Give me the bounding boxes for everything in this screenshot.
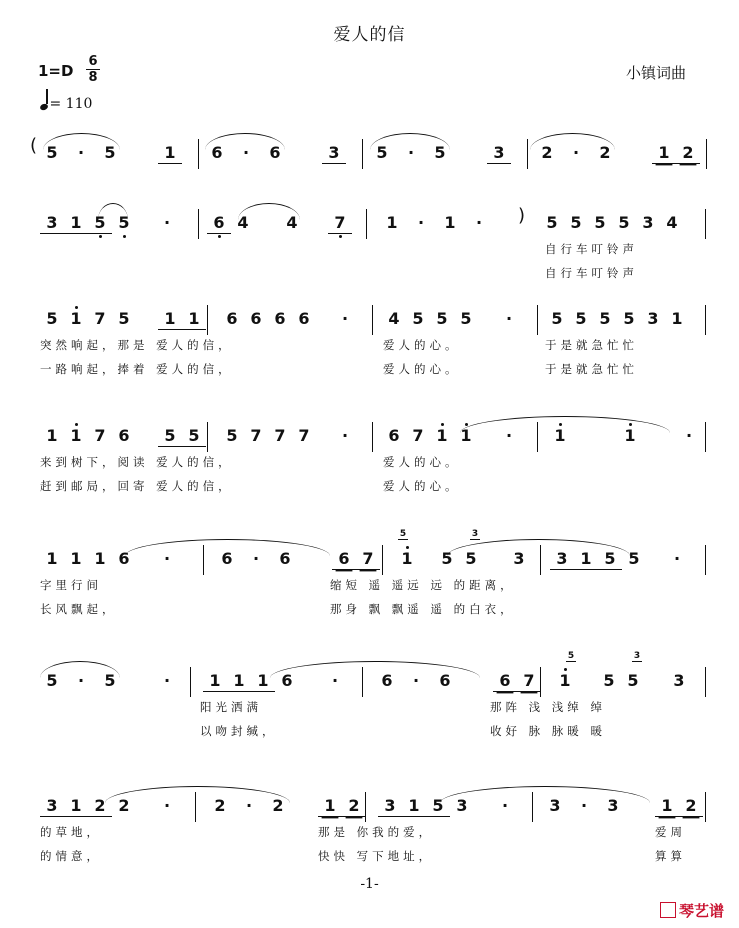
note: 7 xyxy=(250,426,262,445)
note: 5 xyxy=(460,309,472,328)
note-stem xyxy=(46,89,48,104)
note: 3 xyxy=(607,796,619,815)
octave-down-dot xyxy=(218,235,221,238)
grace-note xyxy=(470,529,480,540)
note: 7 xyxy=(412,426,424,445)
lyric-line: 那身 飘 飘遥 遥 的白衣， xyxy=(330,602,516,616)
lyric-line: 于是就急忙忙 xyxy=(545,338,638,352)
lyric-line: 于是就急忙忙 xyxy=(545,362,638,376)
note: 2 xyxy=(541,143,553,162)
note-group xyxy=(40,549,136,569)
note: 1 xyxy=(618,426,642,446)
dot-extension: · xyxy=(412,671,420,690)
note: 7 xyxy=(94,426,106,445)
note-group xyxy=(158,426,206,446)
note: 3 xyxy=(642,213,654,232)
note: 5 xyxy=(436,309,448,328)
note-group xyxy=(487,143,511,163)
note: 1 xyxy=(430,426,454,446)
grace-note-digit: 3 xyxy=(633,651,641,661)
note: 6 xyxy=(332,549,356,570)
dot-extension: · xyxy=(163,213,171,232)
note: 1 xyxy=(64,426,88,446)
lyric-line: 长风飘起， xyxy=(40,602,118,616)
repeat-open-paren: ( xyxy=(30,135,38,156)
bar-line xyxy=(527,139,528,169)
dot-extension: · xyxy=(242,143,250,162)
slur-arc xyxy=(530,133,615,150)
slur-arc xyxy=(40,661,120,678)
note: 1 xyxy=(46,549,58,568)
note: 5 xyxy=(112,213,136,233)
note: 1 xyxy=(553,671,577,691)
lyric-line: 赶到邮局，回寄 爱人的信， xyxy=(40,479,234,493)
note: 5 xyxy=(46,309,58,328)
lyric-line: 来到树下，阅读 爱人的信， xyxy=(40,455,234,469)
octave-up-dot xyxy=(75,423,78,426)
bar-line xyxy=(705,667,706,697)
note-group xyxy=(667,671,691,691)
bar-line xyxy=(706,139,707,169)
note: 6 xyxy=(250,309,262,328)
note: 5 xyxy=(104,671,116,690)
lyric-line: 以吻封缄， xyxy=(200,724,278,738)
bar-line xyxy=(365,792,366,822)
note: 5 xyxy=(618,213,630,232)
note: 5 xyxy=(88,213,112,234)
lyric-line: 收好 脉 脉暖 暖 xyxy=(490,724,606,738)
logo-text: 琴艺谱 xyxy=(679,902,725,920)
note-group xyxy=(492,309,526,329)
note-group xyxy=(655,796,703,816)
note: 1 xyxy=(64,796,88,817)
dot-extension: · xyxy=(77,671,85,690)
note-group xyxy=(158,143,182,163)
dot-extension: · xyxy=(673,549,681,568)
tempo-marking xyxy=(40,93,92,112)
dot-extension: · xyxy=(580,796,588,815)
note: 6 xyxy=(279,549,291,568)
quarter-note-icon xyxy=(39,103,49,111)
bar-line xyxy=(372,422,373,452)
note: 5 xyxy=(46,143,58,162)
lyric-line: 一路响起，捧着 爱人的信， xyxy=(40,362,234,376)
note-group xyxy=(395,549,419,569)
note: 1 xyxy=(671,309,683,328)
note: 5 xyxy=(623,309,635,328)
note: 2 xyxy=(679,796,703,817)
note-group xyxy=(332,549,380,569)
bar-line xyxy=(705,545,706,575)
note-group xyxy=(150,671,184,691)
note-group xyxy=(553,671,577,691)
note-group xyxy=(540,213,684,233)
dot-extension: · xyxy=(505,426,513,445)
note: 6 xyxy=(226,309,238,328)
page-number: -1- xyxy=(360,876,379,892)
grace-note-digit: 5 xyxy=(567,651,575,661)
note: 6 xyxy=(269,143,281,162)
note: 7 xyxy=(274,426,286,445)
note-group xyxy=(318,796,366,816)
bar-line xyxy=(372,305,373,335)
note: 2 xyxy=(118,796,130,815)
bar-line xyxy=(705,422,706,452)
note: 3 xyxy=(513,549,525,568)
bar-line xyxy=(540,667,541,697)
note-group xyxy=(220,426,316,446)
note: 7 xyxy=(328,213,352,234)
dot-extension: · xyxy=(252,549,260,568)
staff-row-6 xyxy=(0,651,739,745)
slur-arc xyxy=(270,661,480,678)
note: 5 xyxy=(46,671,58,690)
note: 3 xyxy=(487,143,511,164)
note: 5 xyxy=(426,796,450,817)
octave-down-dot xyxy=(339,235,342,238)
note: 3 xyxy=(456,796,468,815)
dot-extension: · xyxy=(163,549,171,568)
note-group xyxy=(672,426,706,446)
bar-line xyxy=(207,305,208,335)
note: 6 xyxy=(381,671,393,690)
note: 3 xyxy=(378,796,402,817)
note: 5 xyxy=(598,549,622,570)
note-group xyxy=(150,213,184,233)
tempo-value: = 110 xyxy=(49,96,93,112)
lyric-line: 的草地， xyxy=(40,825,102,839)
octave-down-dot xyxy=(123,235,126,238)
grace-note xyxy=(398,529,408,540)
dot-extension: · xyxy=(331,671,339,690)
note: 1 xyxy=(395,549,419,569)
lyric-line: 爱人的心。 xyxy=(383,338,461,352)
note-group xyxy=(652,143,700,163)
bar-line xyxy=(537,305,538,335)
staff-row-3 xyxy=(0,303,739,383)
dot-extension: · xyxy=(475,213,483,232)
bar-line xyxy=(705,792,706,822)
octave-up-dot xyxy=(75,306,78,309)
staff-row-2 xyxy=(0,207,739,287)
dot-extension: · xyxy=(685,426,693,445)
note-group xyxy=(660,549,694,569)
note: 1 xyxy=(64,213,88,234)
note: 1 xyxy=(70,549,82,568)
note: 5 xyxy=(628,549,640,568)
note: 5 xyxy=(599,309,611,328)
bar-line xyxy=(382,545,383,575)
note: 3 xyxy=(322,143,346,164)
note: 2 xyxy=(599,143,611,162)
note: 5 xyxy=(376,143,388,162)
slur-arc xyxy=(440,786,650,803)
composer-credit: 小镇词曲 xyxy=(626,64,687,82)
staff-row-7 xyxy=(0,790,739,870)
lyric-line: 爱人的心。 xyxy=(383,479,461,493)
lyric-line: 的情意， xyxy=(40,849,102,863)
slur-arc xyxy=(205,133,285,150)
note-group xyxy=(380,213,496,233)
note: 7 xyxy=(356,549,380,570)
note: 3 xyxy=(40,213,64,234)
octave-up-dot xyxy=(441,423,444,426)
time-signature-numerator: 6 xyxy=(88,54,98,69)
note: 5 xyxy=(118,309,130,328)
note: 3 xyxy=(550,549,574,570)
note: 5 xyxy=(412,309,424,328)
note: 6 xyxy=(281,671,293,690)
slur-arc xyxy=(460,416,670,433)
lyric-line: 突然响起，那是 爱人的信， xyxy=(40,338,234,352)
time-signature-denominator: 8 xyxy=(88,70,98,85)
note: 6 xyxy=(207,213,231,234)
note-group xyxy=(328,309,362,329)
lyric-line: 快快 写下地址， xyxy=(318,849,435,863)
note: 5 xyxy=(551,309,563,328)
note-group xyxy=(220,309,316,329)
note: 7 xyxy=(298,426,310,445)
lyric-line: 爱周 xyxy=(655,825,686,839)
note: 1 xyxy=(158,309,182,330)
note: 3 xyxy=(673,671,685,690)
note: 5 xyxy=(465,549,477,568)
note: 1 xyxy=(574,549,598,570)
grace-note xyxy=(632,651,642,662)
note: 5 xyxy=(594,213,606,232)
note-group xyxy=(40,309,136,329)
bar-line xyxy=(705,305,706,335)
site-logo xyxy=(660,900,724,921)
octave-up-dot xyxy=(406,546,409,549)
note-group xyxy=(322,143,346,163)
note: 1 xyxy=(655,796,679,817)
note: 6 xyxy=(298,309,310,328)
note: 1 xyxy=(94,549,106,568)
note: 6 xyxy=(439,671,451,690)
note: 7 xyxy=(94,309,106,328)
note: 1 xyxy=(227,671,251,692)
dot-extension: · xyxy=(77,143,85,162)
octave-down-dot xyxy=(99,235,102,238)
note: 5 xyxy=(434,143,446,162)
grace-note-digit: 3 xyxy=(471,529,479,539)
lyric-line: 爱人的心。 xyxy=(383,362,461,376)
lyric-line: 阳光洒满 xyxy=(200,700,262,714)
note: 5 xyxy=(627,671,639,690)
note: 6 xyxy=(118,549,130,568)
staff-row-4 xyxy=(0,420,739,500)
note: 3 xyxy=(40,796,64,817)
bar-line xyxy=(366,209,367,239)
note: 6 xyxy=(274,309,286,328)
note: 1 xyxy=(318,796,342,817)
bar-line xyxy=(705,209,706,239)
lyric-line: 自行车叮铃声 xyxy=(545,266,638,280)
slur-arc xyxy=(125,539,330,556)
note: 5 xyxy=(546,213,558,232)
note: 4 xyxy=(237,213,249,232)
note: 5 xyxy=(226,426,238,445)
note: 3 xyxy=(647,309,659,328)
note: 2 xyxy=(88,796,112,817)
note: 6 xyxy=(388,426,400,445)
bar-line xyxy=(190,667,191,697)
bar-line xyxy=(198,139,199,169)
note: 6 xyxy=(221,549,233,568)
note: 1 xyxy=(386,213,398,232)
note: 1 xyxy=(444,213,456,232)
dot-extension: · xyxy=(505,309,513,328)
grace-note xyxy=(566,651,576,662)
time-signature xyxy=(86,54,100,85)
bar-line xyxy=(198,209,199,239)
note: 4 xyxy=(388,309,400,328)
note: 1 xyxy=(64,309,88,329)
note: 5 xyxy=(104,143,116,162)
staff-row-5 xyxy=(0,529,739,623)
note: 5 xyxy=(441,549,453,568)
note: 1 xyxy=(402,796,426,817)
slur-arc xyxy=(370,133,450,150)
note: 6 xyxy=(211,143,223,162)
note: 5 xyxy=(575,309,587,328)
note: 4 xyxy=(286,213,298,232)
dot-extension: · xyxy=(501,796,509,815)
octave-up-dot xyxy=(564,668,567,671)
note: 1 xyxy=(548,426,572,446)
note: 1 xyxy=(203,671,227,692)
note-group xyxy=(328,213,352,233)
dot-extension: · xyxy=(245,796,253,815)
lyric-line: 那阵 浅 浅绰 绰 xyxy=(490,700,606,714)
slur-arc xyxy=(43,133,120,150)
dot-extension: · xyxy=(572,143,580,162)
dot-extension: · xyxy=(407,143,415,162)
key-signature: 1=D xyxy=(38,62,74,80)
dot-extension: · xyxy=(163,796,171,815)
lyric-line: 字里行间 xyxy=(40,578,102,592)
lyric-line: 爱人的心。 xyxy=(383,455,461,469)
note: 1 xyxy=(454,426,478,446)
lyric-line: 缩短 遥 遥远 远 的距离， xyxy=(330,578,516,592)
repeat-close-paren: ) xyxy=(518,205,526,226)
bar-line xyxy=(207,422,208,452)
lyric-line: 算算 xyxy=(655,849,686,863)
note-group xyxy=(545,309,689,329)
note: 5 xyxy=(182,426,206,447)
note: 3 xyxy=(549,796,561,815)
note: 4 xyxy=(666,213,678,232)
note-group xyxy=(328,426,362,446)
note: 2 xyxy=(342,796,366,817)
note: 5 xyxy=(603,671,615,690)
song-title: 爱人的信 xyxy=(333,25,406,45)
dot-extension: · xyxy=(341,309,349,328)
note: 1 xyxy=(652,143,676,164)
note: 6 xyxy=(118,426,130,445)
note-group xyxy=(493,671,541,691)
note: 7 xyxy=(517,671,541,692)
note-group xyxy=(597,671,645,691)
dot-extension: · xyxy=(417,213,425,232)
dot-extension: · xyxy=(163,671,171,690)
lyric-line: 自行车叮铃声 xyxy=(545,242,638,256)
note: 1 xyxy=(158,143,182,164)
note: 2 xyxy=(676,143,700,164)
lyric-line: 那是 你我的爱， xyxy=(318,825,435,839)
note: 5 xyxy=(570,213,582,232)
note: 1 xyxy=(46,426,58,445)
note-group xyxy=(158,309,206,329)
note-group xyxy=(40,426,136,446)
slur-arc xyxy=(105,786,290,803)
note: 1 xyxy=(182,309,206,330)
note: 5 xyxy=(158,426,182,447)
slur-arc xyxy=(447,539,630,556)
logo-icon xyxy=(660,902,676,918)
note: 2 xyxy=(272,796,284,815)
bar-line xyxy=(362,139,363,169)
note: 2 xyxy=(214,796,226,815)
note-group xyxy=(382,309,478,329)
dot-extension: · xyxy=(341,426,349,445)
note: 1 xyxy=(251,671,275,692)
note: 6 xyxy=(493,671,517,692)
grace-note-digit: 5 xyxy=(399,529,407,539)
